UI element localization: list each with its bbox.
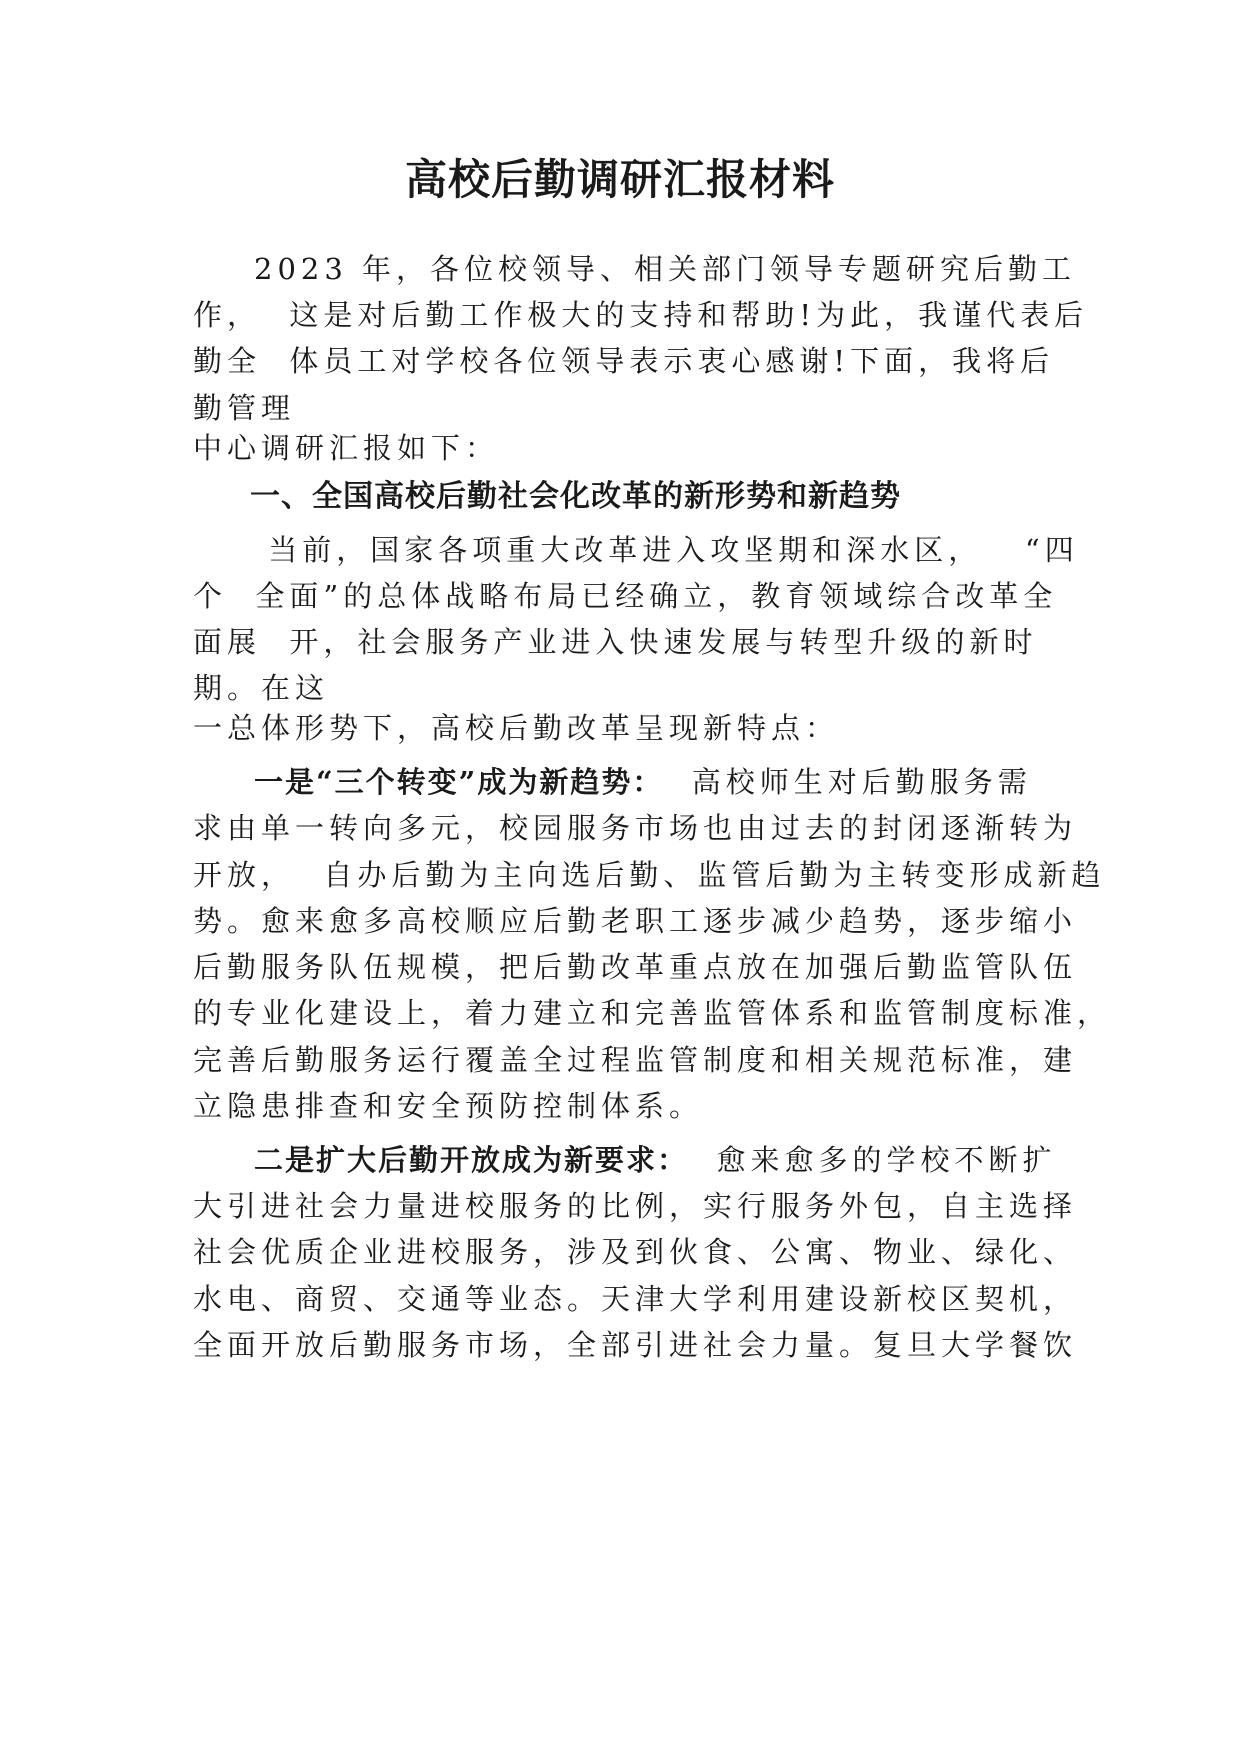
point2-line: 社会优质企业进校服务，涉及到伙食、公寓、物业、绿化、	[193, 1235, 1078, 1269]
intro-line-1: 2023 年，各位校领导、相关部门领导专题研究后勤工	[254, 252, 1077, 286]
point1-line: 求由单一转向多元，校园服务市场也由过去的封闭逐渐转为	[193, 811, 1078, 845]
intro-line-3: 勤全 体员工对学校各位领导表示衷心感谢!下面，我将后	[193, 344, 1055, 378]
point2-first-text: 愈来愈多的学校不断扩	[688, 1143, 1057, 1177]
intro-line-5: 中心调研汇报如下：	[193, 431, 500, 465]
point1-line: 的专业化建设上，着力建立和完善监管体系和监管制度标准，	[193, 996, 1112, 1030]
intro-line-4: 勤管理	[193, 391, 296, 425]
point1-first-line	[254, 762, 1032, 802]
intro-line-2: 作， 这是对后勤工作极大的支持和帮助!为此，我谨代表后	[193, 298, 1089, 332]
section-para-line-4: 期。在这	[193, 671, 330, 705]
point2-first-line	[254, 1140, 1056, 1180]
section-heading: 一、全国高校后勤社会化改革的新形势和新趋势	[250, 479, 901, 514]
point1-first-text: 高校师生对后勤服务需	[663, 765, 1032, 799]
point1-lead: 一是“三个转变”成为新趋势：	[254, 765, 664, 799]
point1-line: 完善后勤服务运行覆盖全过程监管制度和相关规范标准，建	[193, 1043, 1078, 1077]
point2-lead: 二是扩大后勤开放成为新要求：	[254, 1143, 689, 1177]
section-para-line-3: 面展 开，社会服务产业进入快速发展与转型升级的新时	[193, 625, 1038, 659]
section-para-line-5: 一总体形势下，高校后勤改革呈现新特点：	[193, 711, 840, 745]
document-title: 高校后勤调研汇报材料	[404, 155, 835, 204]
section-para-line-1: 当前，国家各项重大改革进入攻坚期和深水区， “四	[254, 533, 1079, 567]
point1-line: 立隐患排查和安全预防控制体系。	[193, 1089, 704, 1123]
section-para-line-2: 个 全面”的总体战略布局已经确立，教育领域综合改革全	[193, 579, 1058, 613]
point1-line: 势。愈来愈多高校顺应后勤老职工逐步减少趋势，逐步缩小	[193, 904, 1078, 938]
point2-line: 全面开放后勤服务市场，全部引进社会力量。复旦大学餐饮	[193, 1328, 1078, 1362]
point2-line: 水电、商贸、交通等业态。天津大学利用建设新校区契机，	[193, 1282, 1078, 1316]
point1-line: 后勤服务队伍规模，把后勤改革重点放在加强后勤监管队伍	[193, 950, 1078, 984]
point1-line: 开放， 自办后勤为主向选后勤、监管后勤为主转变形成新趋	[193, 858, 1106, 892]
point2-line: 大引进社会力量进校服务的比例，实行服务外包，自主选择	[193, 1189, 1078, 1223]
